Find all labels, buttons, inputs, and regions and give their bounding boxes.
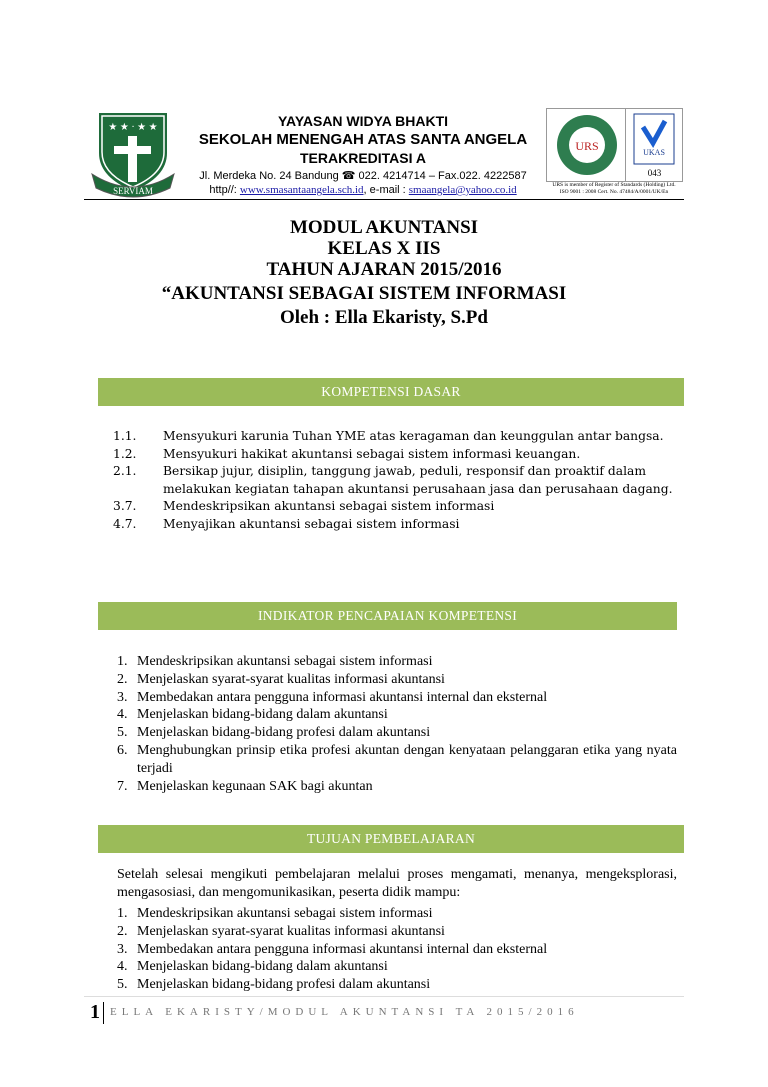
item-number: 6. (117, 742, 128, 758)
title-line-2: KELAS X IIS (327, 238, 441, 259)
footer-text: ELLA EKARISTY/MODUL AKUNTANSI TA 2015/2016 (110, 1006, 579, 1018)
address: Jl. Merdeka No. 24 Bandung ☎ 022. 4214714 – Fax.022. 4222587 (199, 170, 527, 182)
tp-list (117, 905, 677, 994)
item-text: Menjelaskan bidang-bidang profesi dalam akuntansi (137, 725, 431, 741)
list-item (113, 516, 673, 534)
list-item (117, 905, 677, 923)
item-text: Menyajikan akuntansi sebagai sistem informasi (163, 516, 460, 531)
footer-divider (84, 996, 684, 997)
item-number: 1. (117, 654, 128, 669)
section-tujuan: TUJUAN PEMBELAJARAN (98, 825, 684, 853)
item-number: 4. (117, 959, 128, 975)
ipk-list (117, 653, 677, 795)
header-divider (84, 199, 684, 200)
svg-text:URS: URS (575, 139, 599, 153)
item-text: Menjelaskan kegunaan SAK bagi akuntan (137, 778, 373, 794)
cert-line-2: ISO 9001 : 2008 Cert. No. 47484/A/0001/UK/En (559, 189, 669, 195)
item-number: 3. (117, 941, 128, 957)
item-number: 4.7. (113, 516, 137, 531)
svg-text:SERVIAM: SERVIAM (113, 186, 153, 196)
school-name: SEKOLAH MENENGAH ATAS SANTA ANGELA (198, 131, 528, 148)
item-text: Mensyukuri hakikat akuntansi sebagai sistem informasi keuangan. (163, 446, 581, 461)
list-item (117, 923, 677, 941)
web-prefix: http//: (209, 184, 240, 196)
item-text: Menjelaskan syarat-syarat kualitas informasi akuntansi (137, 923, 445, 939)
item-text: Menjelaskan bidang-bidang dalam akuntansi (137, 707, 388, 723)
list-item (117, 653, 677, 671)
title-line-3: TAHUN AJARAN 2015/2016 (266, 259, 502, 280)
email-prefix: , e-mail : (363, 184, 409, 196)
title-line-4: “AKUNTANSI SEBAGAI SISTEM INFORMASI (161, 283, 567, 304)
ukas-number: 043 (647, 168, 662, 178)
item-text: Mensyukuri karunia Tuhan YME atas keragaman dan keunggulan antar bangsa. (163, 429, 664, 443)
website-link[interactable]: www.smasantaangela.sch.id (239, 184, 364, 196)
school-logo-icon (90, 108, 176, 198)
list-item (117, 976, 677, 994)
cert-line-1: URS is member of Register of Standards (Holding) Ltd. (552, 182, 676, 188)
list-item (117, 778, 677, 796)
foundation-name: YAYASAN WIDYA BHAKTI (277, 113, 449, 129)
list-item (113, 428, 673, 446)
item-text: Menjelaskan syarat-syarat kualitas informasi akuntansi (137, 671, 445, 687)
item-text: Membedakan antara pengguna informasi akuntansi internal dan eksternal (137, 689, 548, 705)
list-item (117, 742, 677, 778)
item-text: Bersikap jujur, disiplin, tanggung jawab, peduli, responsif dan proaktif dalam melakukan kegiatan tahapan akuntansi perusahaan jasa dan perusahaan dagang. (163, 464, 673, 496)
item-text: Menjelaskan bidang-bidang profesi dalam akuntansi (137, 977, 431, 993)
accreditation: TERAKREDITASI A (300, 150, 426, 166)
item-text: Menjelaskan bidang-bidang dalam akuntansi (137, 959, 388, 975)
author-line: Oleh : Ella Ekaristy, S.Pd (280, 307, 488, 328)
cert-note (540, 182, 688, 196)
page-number: 1 (90, 1001, 100, 1023)
item-text: Menghubungkan prinsip etika profesi akuntan dengan kenyataan pelanggaran etika yang nyata terjadi (137, 742, 677, 776)
item-number: 2.1. (113, 464, 137, 478)
list-item (117, 671, 677, 689)
svg-text:★ ★ · ★ ★: ★ ★ · ★ ★ (108, 122, 158, 133)
item-number: 2. (117, 923, 128, 939)
list-item (113, 446, 673, 464)
item-number: 7. (117, 778, 128, 794)
email-link[interactable]: smaangela@yahoo.co.id (408, 184, 517, 196)
item-text: Mendeskripsikan akuntansi sebagai sistem informasi (137, 906, 433, 921)
ukas-logo-icon (633, 113, 675, 165)
item-number: 5. (117, 977, 128, 993)
list-item (113, 498, 673, 516)
list-item (117, 941, 677, 959)
svg-text:UKAS: UKAS (643, 148, 665, 157)
item-number: 5. (117, 725, 128, 741)
list-item (117, 689, 677, 707)
kd-list (113, 428, 673, 533)
list-item (117, 958, 677, 976)
item-number: 2. (117, 671, 128, 687)
tp-intro: Setelah selesai mengikuti pembelajaran melalui proses mengamati, menanya, mengeksplorasi, mengasosiasi, dan mengomunikasikan, peserta didik mampu: (117, 867, 677, 900)
item-text: Mendeskripsikan akuntansi sebagai sistem informasi (163, 499, 495, 513)
certification-box (546, 108, 683, 182)
item-number: 4. (117, 707, 128, 723)
list-item (113, 463, 673, 498)
item-number: 3. (117, 689, 128, 705)
list-item (117, 724, 677, 742)
contact-line (180, 184, 546, 196)
footer-separator (103, 1002, 104, 1024)
item-number: 1. (117, 906, 128, 921)
urs-logo-icon (555, 113, 619, 177)
section-kompetensi-dasar: KOMPETENSI DASAR (98, 378, 684, 406)
title-line-1: MODUL AKUNTANSI (289, 217, 479, 238)
item-text: Membedakan antara pengguna informasi akuntansi internal dan eksternal (137, 941, 548, 957)
list-item (117, 706, 677, 724)
section-indikator: INDIKATOR PENCAPAIAN KOMPETENSI (98, 602, 677, 630)
item-number: 1.1. (113, 429, 137, 443)
item-number: 3.7. (113, 499, 137, 513)
item-text: Mendeskripsikan akuntansi sebagai sistem informasi (137, 654, 433, 669)
item-number: 1.2. (113, 446, 137, 461)
